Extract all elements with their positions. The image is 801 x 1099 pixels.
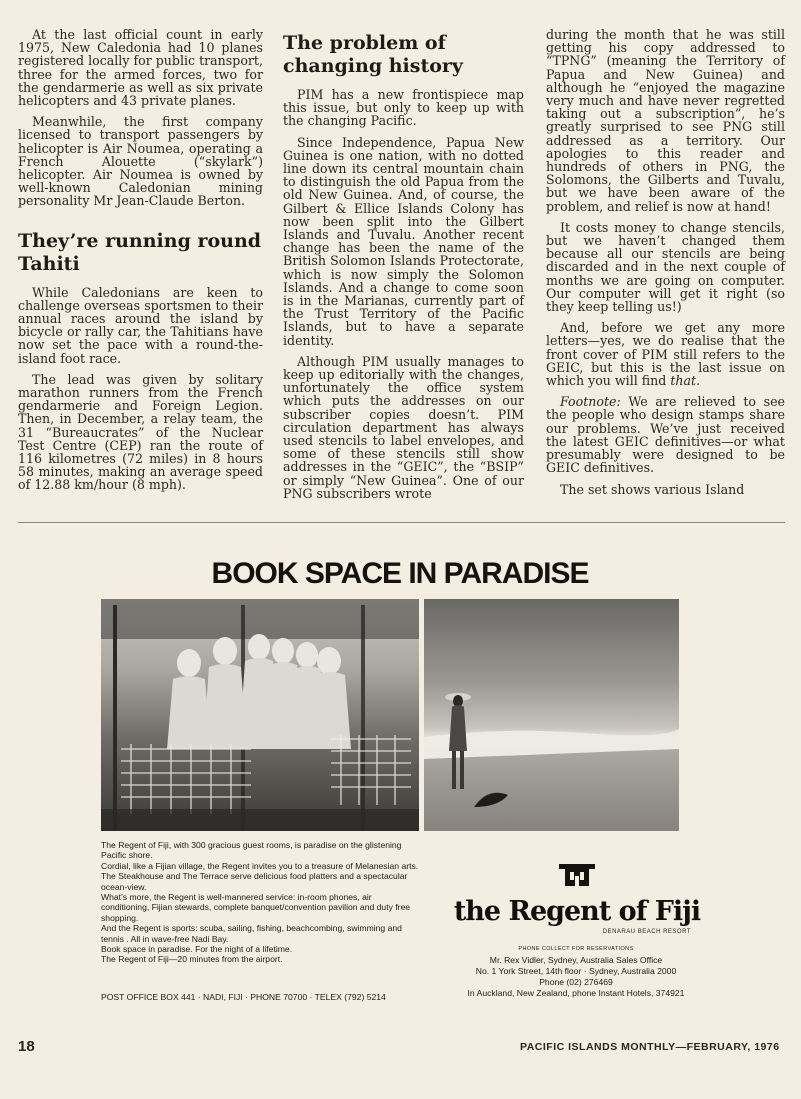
ad-copy-line: Cordial, like a Fijian village, the Regent invites you to a treasure of Melanesian arts. The Steakhouse and The Terrace serve delicious food platters and a spectacular ocean-view. [101, 860, 419, 892]
paragraph: Although PIM usually manages to keep up editorially with the changes, unfortunately the office system which puts the addresses on our subscriber copies doesn’t. PIM circulation department has always used stencils to label envelopes, and some of these stencils still show addresses in the “GEIC”, the “BSIP” or simply “New Guinea”. One of our PNG subscribers wrote [283, 353, 524, 501]
reservations-contact [440, 944, 712, 999]
photo-beach-image [424, 599, 679, 831]
ad-copy [101, 840, 421, 965]
article-heading-tahiti: They’re running round Tahiti [18, 229, 262, 275]
column-3 [546, 28, 785, 504]
ad-footer: POST OFFICE BOX 441 · NADI, FIJI · PHONE 70700 · TELEX (792) 5214 [101, 992, 386, 1002]
paragraph-text: And, before we get any more letters—yes, we do realise that the front cover of PIM still refers to the GEIC, but this is the last issue on which you will find [546, 320, 785, 389]
ad-copy-line: The Regent of Fiji—20 minutes from the airport. [101, 954, 283, 965]
column-1 [18, 28, 263, 500]
paragraph [546, 321, 785, 387]
photo-beach [424, 599, 679, 831]
paragraph: Since Independence, Papua New Guinea is one nation, with no dotted line down its central mountain chain to distinguish the old Papua from the old New Guinea. And, of course, the Gilbert & Ellice Islands Colony has now been split into the Gilbert Islands and Tuvalu. Another recent change has been the name of the British Solomon Islands Protectorate, which is now simply the Solomon Islands. And a change to come soon is in the Marianas, currently part of the Trust Territory of the Pacific Islands, but to have a separate identity. [283, 134, 524, 348]
page-number: 18 [18, 1038, 35, 1055]
contact-line: Phone (02) 276469 [539, 977, 613, 987]
paragraph: The lead was given by solitary marathon runners from the French gendarmerie and Foreign Legion. Then, in December, a relay team, the 31 “Bureaucrates” of the Nuclear Test Centre (CEP) ran the route of 116 kilometres (72 miles) in 8 hours 58 minutes, making an average speed of 12.88 km/hour (8 mph). [18, 371, 263, 493]
ad-copy-line: What’s more, the Regent is well-mannered service: in-room phones, air conditioning, Fijian stewards, complete banquet/convention pavilion and duty free shopping. [101, 892, 411, 923]
logo-subtitle: DENARAU BEACH RESORT [602, 929, 691, 935]
footnote-label: Footnote: [560, 394, 621, 410]
paragraph: PIM has a new frontispiece map this issue, but only to keep up with the changing Pacific. [283, 87, 524, 129]
ad-copy-line: And the Regent is sports: scuba, sailing, fishing, beachcombing, swimming and tennis . All in wave-free Nadi Bay. [101, 923, 402, 944]
paragraph [546, 395, 785, 474]
article-heading-history: The problem of changing history [283, 32, 463, 77]
ad-copy-line: The Regent of Fiji, with 300 gracious guest rooms, is paradise on the glistening Pacific shore. [101, 840, 402, 861]
regent-logo [447, 862, 707, 935]
paragraph: during the month that he was still getting his copy addressed to “TPNG” (meaning the Territory of Papua and New Guinea) and although he “enjoyed the magazine very much and have never regretted taking out a subscription”, he’s greatly surprised to see PNG still addressed as a territory. Our apologies to this reader and hundreds of others in PNG, the Solomons, the Gilberts and Tuvalu, but we have been aware of the problem, and relief is now at hand! [546, 27, 785, 214]
photo-waitresses [101, 599, 419, 831]
running-footer: PACIFIC ISLANDS MONTHLY—FEBRUARY, 1976 [520, 1041, 780, 1053]
logo-name: the Regent of Fiji [453, 896, 701, 927]
contact-label: PHONE COLLECT FOR RESERVATIONS [518, 946, 634, 952]
emphasis: that. [670, 373, 701, 389]
contact-line: No. 1 York Street, 14th floor · Sydney, Australia 2000 [475, 966, 677, 976]
paragraph-text: We are relieved to see the people who design stamps share our problems. We’ve just received the latest GEIC definitives—or what presumably were designed to be GEIC definitives. [546, 394, 785, 476]
divider [18, 522, 785, 523]
paragraph: At the last official count in early 1975, New Caledonia had 10 planes registered locally for public transport, three for the armed forces, two for the gendarmerie as well as six private helicopters and 43 private planes. [18, 27, 263, 109]
column-2 [283, 28, 524, 508]
regent-emblem-icon [557, 862, 597, 888]
contact-line: Mr. Rex Vidler, Sydney, Australia Sales Office [489, 955, 663, 965]
photo-waitresses-image [101, 599, 419, 831]
paragraph: The set shows various Island [560, 481, 745, 497]
paragraph: Meanwhile, the first company licensed to transport passengers by helicopter is Air Noumea, operating a French Alouette (“skylark”) helicopter. Air Noumea is owned by well-known Caledonian mining personality Mr Jean-Claude Berton. [18, 114, 263, 209]
paragraph: It costs money to change stencils, but we haven’t changed them because all our stencils are being discarded and in the next couple of months we are going on computer. Our computer will get it right (so they keep telling us!) [546, 219, 785, 315]
ad-copy-line: Book space in paradise. For the night of a lifetime. [101, 944, 293, 955]
ad-headline: BOOK SPACE IN PARADISE [211, 557, 589, 590]
paragraph: While Caledonians are keen to challenge overseas sportsmen to their annual races around the island by bicycle or rally car, the Tahitians have now set the pace with a round-the-island foot race. [18, 284, 263, 366]
contact-line: In Auckland, New Zealand, phone Instant Hotels, 374921 [467, 988, 685, 998]
